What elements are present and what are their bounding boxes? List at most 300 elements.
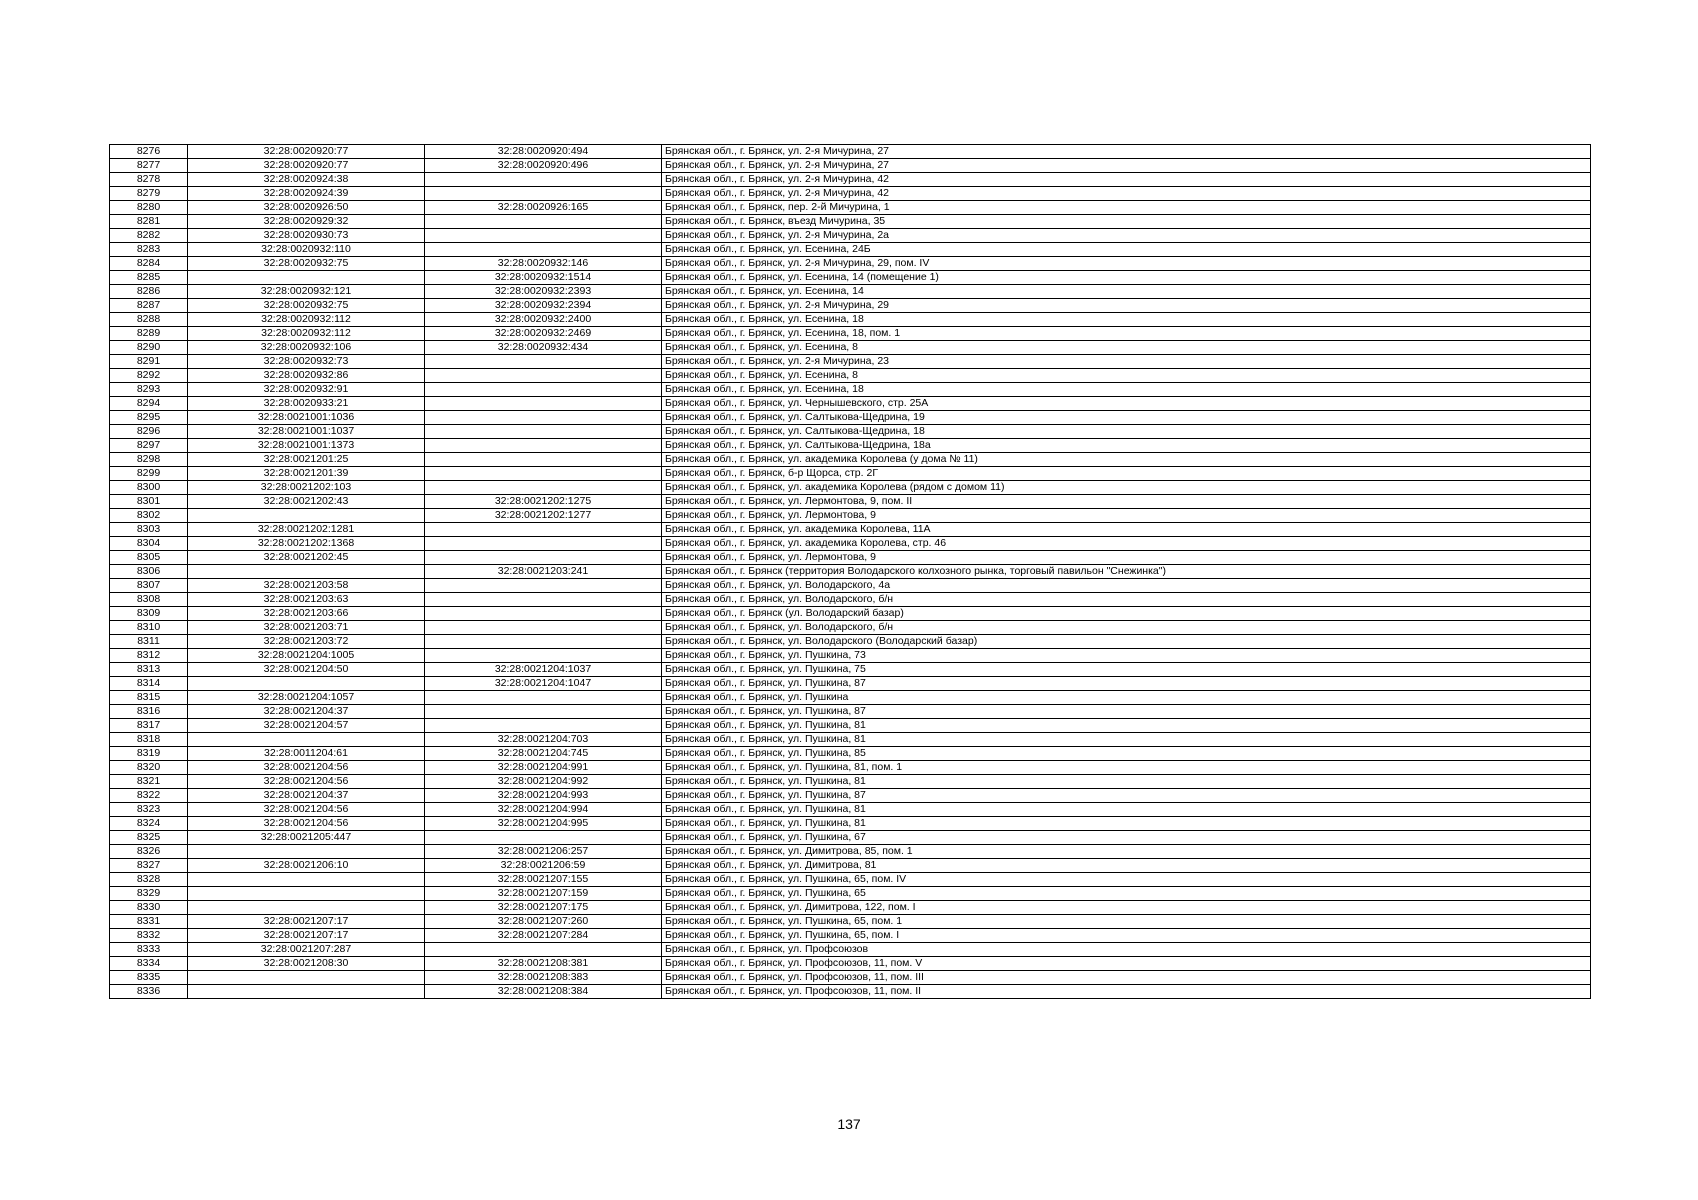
address-cell: Брянская обл., г. Брянск, ул. Чернышевского, стр. 25А [662,397,1591,411]
address-cell: Брянская обл., г. Брянск, ул. Есенина, 8 [662,369,1591,383]
address-cell: Брянская обл., г. Брянск, ул. Пушкина, 81 [662,775,1591,789]
object-cadastral-number-cell: 32:28:0021208:383 [425,971,662,985]
row-number-cell: 8328 [110,873,188,887]
table-row [110,215,1591,229]
row-number-cell: 8292 [110,369,188,383]
object-cadastral-number-cell [425,173,662,187]
land-cadastral-number-cell: 32:28:0021001:1036 [188,411,425,425]
row-number-cell: 8286 [110,285,188,299]
table-row [110,495,1591,509]
row-number-cell: 8309 [110,607,188,621]
row-number-cell: 8295 [110,411,188,425]
object-cadastral-number-cell: 32:28:0021207:155 [425,873,662,887]
land-cadastral-number-cell: 32:28:0021203:71 [188,621,425,635]
land-cadastral-number-cell [188,901,425,915]
row-number-cell: 8305 [110,551,188,565]
address-cell: Брянская обл., г. Брянск, ул. 2-я Мичурина, 27 [662,159,1591,173]
address-cell: Брянская обл., г. Брянск, ул. Пушкина, 85 [662,747,1591,761]
object-cadastral-number-cell [425,607,662,621]
table-row [110,173,1591,187]
object-cadastral-number-cell [425,649,662,663]
land-cadastral-number-cell [188,271,425,285]
table-row [110,691,1591,705]
table-row [110,649,1591,663]
address-cell: Брянская обл., г. Брянск, ул. Димитрова, 122, пом. I [662,901,1591,915]
object-cadastral-number-cell [425,943,662,957]
row-number-cell: 8299 [110,467,188,481]
row-number-cell: 8302 [110,509,188,523]
object-cadastral-number-cell: 32:28:0021208:381 [425,957,662,971]
land-cadastral-number-cell: 32:28:0020932:86 [188,369,425,383]
address-cell: Брянская обл., г. Брянск, ул. Лермонтова, 9, пом. II [662,495,1591,509]
table-row [110,873,1591,887]
row-number-cell: 8314 [110,677,188,691]
land-cadastral-number-cell: 32:28:0021204:37 [188,705,425,719]
table-row [110,887,1591,901]
row-number-cell: 8304 [110,537,188,551]
table-row [110,243,1591,257]
object-cadastral-number-cell: 32:28:0021207:175 [425,901,662,915]
land-cadastral-number-cell: 32:28:0020932:112 [188,313,425,327]
object-cadastral-number-cell: 32:28:0021207:284 [425,929,662,943]
land-cadastral-number-cell: 32:28:0020920:77 [188,159,425,173]
land-cadastral-number-cell: 32:28:0020932:121 [188,285,425,299]
table-row [110,747,1591,761]
row-number-cell: 8324 [110,817,188,831]
row-number-cell: 8281 [110,215,188,229]
address-cell: Брянская обл., г. Брянск, ул. 2-я Мичурина, 42 [662,173,1591,187]
address-cell: Брянская обл., г. Брянск, ул. академика Королева, 11А [662,523,1591,537]
table-row [110,523,1591,537]
address-cell: Брянская обл., г. Брянск, ул. Володарского, б/н [662,621,1591,635]
land-cadastral-number-cell: 32:28:0021202:103 [188,481,425,495]
address-cell: Брянская обл., г. Брянск, ул. Профсоюзов, 11, пом. III [662,971,1591,985]
row-number-cell: 8289 [110,327,188,341]
table-row [110,663,1591,677]
row-number-cell: 8279 [110,187,188,201]
table-row [110,635,1591,649]
row-number-cell: 8320 [110,761,188,775]
object-cadastral-number-cell [425,383,662,397]
land-cadastral-number-cell: 32:28:0021204:1005 [188,649,425,663]
row-number-cell: 8331 [110,915,188,929]
land-cadastral-number-cell: 32:28:0021001:1037 [188,425,425,439]
address-cell: Брянская обл., г. Брянск, ул. Пушкина, 65, пом. 1 [662,915,1591,929]
object-cadastral-number-cell: 32:28:0021202:1275 [425,495,662,509]
land-cadastral-number-cell: 32:28:0021001:1373 [188,439,425,453]
object-cadastral-number-cell [425,243,662,257]
land-cadastral-number-cell: 32:28:0020932:75 [188,299,425,313]
address-cell: Брянская обл., г. Брянск (территория Володарского колхозного рынка, торговый павильон "Снежинка") [662,565,1591,579]
row-number-cell: 8308 [110,593,188,607]
row-number-cell: 8276 [110,145,188,159]
table-row [110,859,1591,873]
row-number-cell: 8285 [110,271,188,285]
land-cadastral-number-cell: 32:28:0021205:447 [188,831,425,845]
table-row [110,761,1591,775]
table-row [110,971,1591,985]
row-number-cell: 8311 [110,635,188,649]
object-cadastral-number-cell: 32:28:0020920:496 [425,159,662,173]
land-cadastral-number-cell: 32:28:0020933:21 [188,397,425,411]
address-cell: Брянская обл., г. Брянск, ул. 2-я Мичурина, 2а [662,229,1591,243]
land-cadastral-number-cell: 32:28:0020924:39 [188,187,425,201]
land-cadastral-number-cell: 32:28:0021204:56 [188,775,425,789]
row-number-cell: 8325 [110,831,188,845]
table-row [110,551,1591,565]
object-cadastral-number-cell [425,467,662,481]
land-cadastral-number-cell [188,509,425,523]
row-number-cell: 8322 [110,789,188,803]
land-cadastral-number-cell: 32:28:0021204:57 [188,719,425,733]
object-cadastral-number-cell: 32:28:0021207:260 [425,915,662,929]
row-number-cell: 8310 [110,621,188,635]
object-cadastral-number-cell: 32:28:0021204:1037 [425,663,662,677]
land-cadastral-number-cell: 32:28:0020932:110 [188,243,425,257]
table-row [110,537,1591,551]
land-cadastral-number-cell: 32:28:0021204:50 [188,663,425,677]
row-number-cell: 8288 [110,313,188,327]
table-row [110,145,1591,159]
address-cell: Брянская обл., г. Брянск, ул. Пушкина, 81 [662,733,1591,747]
row-number-cell: 8297 [110,439,188,453]
address-cell: Брянская обл., г. Брянск, ул. Профсоюзов, 11, пом. V [662,957,1591,971]
table-row [110,957,1591,971]
land-cadastral-number-cell: 32:28:0020930:73 [188,229,425,243]
address-cell: Брянская обл., г. Брянск, ул. Пушкина, 87 [662,677,1591,691]
object-cadastral-number-cell [425,719,662,733]
row-number-cell: 8315 [110,691,188,705]
row-number-cell: 8283 [110,243,188,257]
address-cell: Брянская обл., г. Брянск, ул. Профсоюзов [662,943,1591,957]
object-cadastral-number-cell [425,705,662,719]
land-cadastral-number-cell: 32:28:0021202:43 [188,495,425,509]
row-number-cell: 8306 [110,565,188,579]
row-number-cell: 8317 [110,719,188,733]
object-cadastral-number-cell: 32:28:0021206:257 [425,845,662,859]
row-number-cell: 8282 [110,229,188,243]
row-number-cell: 8291 [110,355,188,369]
row-number-cell: 8307 [110,579,188,593]
address-cell: Брянская обл., г. Брянск, ул. Салтыкова-Щедрина, 18а [662,439,1591,453]
table-row [110,229,1591,243]
address-cell: Брянская обл., г. Брянск, ул. Пушкина [662,691,1591,705]
row-number-cell: 8290 [110,341,188,355]
object-cadastral-number-cell: 32:28:0021204:1047 [425,677,662,691]
row-number-cell: 8301 [110,495,188,509]
table-row [110,187,1591,201]
address-cell: Брянская обл., г. Брянск, ул. Пушкина, 81, пом. 1 [662,761,1591,775]
table-row [110,411,1591,425]
object-cadastral-number-cell [425,355,662,369]
object-cadastral-number-cell: 32:28:0021203:241 [425,565,662,579]
address-cell: Брянская обл., г. Брянск, ул. Есенина, 18 [662,313,1591,327]
object-cadastral-number-cell: 32:28:0021204:993 [425,789,662,803]
table-row [110,313,1591,327]
address-cell: Брянская обл., г. Брянск, ул. Есенина, 18, пом. 1 [662,327,1591,341]
object-cadastral-number-cell: 32:28:0021204:995 [425,817,662,831]
table-row [110,915,1591,929]
land-cadastral-number-cell: 32:28:0021202:1281 [188,523,425,537]
address-cell: Брянская обл., г. Брянск, ул. Володарского, б/н [662,593,1591,607]
object-cadastral-number-cell [425,691,662,705]
land-cadastral-number-cell: 32:28:0021207:287 [188,943,425,957]
table-row [110,327,1591,341]
land-cadastral-number-cell [188,677,425,691]
table-row [110,159,1591,173]
land-cadastral-number-cell: 32:28:0021203:58 [188,579,425,593]
land-cadastral-number-cell: 32:28:0020920:77 [188,145,425,159]
object-cadastral-number-cell: 32:28:0020932:2469 [425,327,662,341]
land-cadastral-number-cell: 32:28:0021208:30 [188,957,425,971]
land-cadastral-number-cell: 32:28:0021204:56 [188,761,425,775]
address-cell: Брянская обл., г. Брянск, ул. 2-я Мичурина, 27 [662,145,1591,159]
address-cell: Брянская обл., г. Брянск, ул. Пушкина, 67 [662,831,1591,845]
land-cadastral-number-cell: 32:28:0020932:75 [188,257,425,271]
table-row [110,901,1591,915]
object-cadastral-number-cell: 32:28:0020932:146 [425,257,662,271]
table-row [110,803,1591,817]
row-number-cell: 8296 [110,425,188,439]
table-row [110,425,1591,439]
row-number-cell: 8323 [110,803,188,817]
row-number-cell: 8284 [110,257,188,271]
land-cadastral-number-cell: 32:28:0021206:10 [188,859,425,873]
address-cell: Брянская обл., г. Брянск, ул. 2-я Мичурина, 42 [662,187,1591,201]
land-cadastral-number-cell: 32:28:0021203:66 [188,607,425,621]
land-cadastral-number-cell: 32:28:0020924:38 [188,173,425,187]
address-cell: Брянская обл., г. Брянск, ул. академика Королева (у дома № 11) [662,453,1591,467]
table-row [110,453,1591,467]
row-number-cell: 8335 [110,971,188,985]
table-row [110,817,1591,831]
object-cadastral-number-cell [425,453,662,467]
table-row [110,383,1591,397]
table-row [110,481,1591,495]
row-number-cell: 8300 [110,481,188,495]
land-cadastral-number-cell: 32:28:0021202:45 [188,551,425,565]
land-cadastral-number-cell [188,873,425,887]
address-cell: Брянская обл., г. Брянск, ул. Есенина, 8 [662,341,1591,355]
table-row [110,369,1591,383]
object-cadastral-number-cell [425,621,662,635]
address-cell: Брянская обл., г. Брянск, ул. Есенина, 14 (помещение 1) [662,271,1591,285]
address-cell: Брянская обл., г. Брянск, ул. 2-я Мичурина, 29 [662,299,1591,313]
address-cell: Брянская обл., г. Брянск, ул. академика Королева, стр. 46 [662,537,1591,551]
address-cell: Брянская обл., г. Брянск, ул. Лермонтова, 9 [662,551,1591,565]
address-cell: Брянская обл., г. Брянск, ул. Пушкина, 87 [662,705,1591,719]
row-number-cell: 8321 [110,775,188,789]
address-cell: Брянская обл., г. Брянск, ул. Салтыкова-Щедрина, 19 [662,411,1591,425]
row-number-cell: 8313 [110,663,188,677]
table-row [110,677,1591,691]
row-number-cell: 8303 [110,523,188,537]
address-cell: Брянская обл., г. Брянск, ул. Володарского (Володарский базар) [662,635,1591,649]
land-cadastral-number-cell: 32:28:0021204:56 [188,817,425,831]
land-cadastral-number-cell [188,565,425,579]
table-row [110,565,1591,579]
table-row [110,621,1591,635]
row-number-cell: 8330 [110,901,188,915]
table-row [110,285,1591,299]
table-row [110,299,1591,313]
address-cell: Брянская обл., г. Брянск, ул. Пушкина, 65, пом. IV [662,873,1591,887]
row-number-cell: 8312 [110,649,188,663]
land-cadastral-number-cell: 32:28:0021202:1368 [188,537,425,551]
object-cadastral-number-cell [425,439,662,453]
object-cadastral-number-cell: 32:28:0021204:703 [425,733,662,747]
address-cell: Брянская обл., г. Брянск, ул. 2-я Мичурина, 23 [662,355,1591,369]
table-row [110,985,1591,999]
object-cadastral-number-cell [425,579,662,593]
object-cadastral-number-cell: 32:28:0021204:994 [425,803,662,817]
row-number-cell: 8287 [110,299,188,313]
table-row [110,201,1591,215]
object-cadastral-number-cell [425,229,662,243]
land-cadastral-number-cell [188,887,425,901]
object-cadastral-number-cell [425,593,662,607]
row-number-cell: 8319 [110,747,188,761]
object-cadastral-number-cell: 32:28:0021202:1277 [425,509,662,523]
row-number-cell: 8333 [110,943,188,957]
object-cadastral-number-cell [425,369,662,383]
land-cadastral-number-cell: 32:28:0021204:56 [188,803,425,817]
address-cell: Брянская обл., г. Брянск, ул. Пушкина, 87 [662,789,1591,803]
object-cadastral-number-cell: 32:28:0021204:992 [425,775,662,789]
row-number-cell: 8336 [110,985,188,999]
row-number-cell: 8278 [110,173,188,187]
row-number-cell: 8334 [110,957,188,971]
land-cadastral-number-cell: 32:28:0020932:106 [188,341,425,355]
object-cadastral-number-cell [425,523,662,537]
address-cell: Брянская обл., г. Брянск, ул. Володарского, 4а [662,579,1591,593]
object-cadastral-number-cell: 32:28:0021204:991 [425,761,662,775]
land-cadastral-number-cell [188,733,425,747]
registry-table-body [110,145,1591,999]
land-cadastral-number-cell: 32:28:0020932:73 [188,355,425,369]
table-row [110,257,1591,271]
address-cell: Брянская обл., г. Брянск, ул. Пушкина, 81 [662,817,1591,831]
object-cadastral-number-cell: 32:28:0020932:434 [425,341,662,355]
table-row [110,593,1591,607]
row-number-cell: 8329 [110,887,188,901]
address-cell: Брянская обл., г. Брянск, ул. Пушкина, 65, пом. I [662,929,1591,943]
object-cadastral-number-cell: 32:28:0021204:745 [425,747,662,761]
row-number-cell: 8294 [110,397,188,411]
page-number: 137 [837,1116,861,1132]
object-cadastral-number-cell [425,187,662,201]
land-cadastral-number-cell: 32:28:0021204:1057 [188,691,425,705]
land-cadastral-number-cell: 32:28:0021204:37 [188,789,425,803]
address-cell: Брянская обл., г. Брянск, ул. Димитрова, 85, пом. 1 [662,845,1591,859]
object-cadastral-number-cell: 32:28:0021206:59 [425,859,662,873]
address-cell: Брянская обл., г. Брянск, ул. Пушкина, 81 [662,803,1591,817]
land-cadastral-number-cell: 32:28:0021207:17 [188,929,425,943]
land-cadastral-number-cell: 32:28:0021203:72 [188,635,425,649]
table-row [110,579,1591,593]
row-number-cell: 8293 [110,383,188,397]
land-cadastral-number-cell: 32:28:0020929:32 [188,215,425,229]
table-row [110,789,1591,803]
row-number-cell: 8326 [110,845,188,859]
table-row [110,929,1591,943]
table-row [110,509,1591,523]
row-number-cell: 8277 [110,159,188,173]
object-cadastral-number-cell [425,831,662,845]
land-cadastral-number-cell: 32:28:0021201:25 [188,453,425,467]
object-cadastral-number-cell: 32:28:0020926:165 [425,201,662,215]
object-cadastral-number-cell: 32:28:0021207:159 [425,887,662,901]
table-row [110,831,1591,845]
row-number-cell: 8318 [110,733,188,747]
row-number-cell: 8280 [110,201,188,215]
table-row [110,341,1591,355]
object-cadastral-number-cell: 32:28:0021208:384 [425,985,662,999]
row-number-cell: 8327 [110,859,188,873]
registry-table [109,144,1591,999]
land-cadastral-number-cell: 32:28:0020926:50 [188,201,425,215]
address-cell: Брянская обл., г. Брянск, б-р Щорса, стр. 2Г [662,467,1591,481]
table-row [110,705,1591,719]
table-row [110,467,1591,481]
address-cell: Брянская обл., г. Брянск, ул. Пушкина, 65 [662,887,1591,901]
object-cadastral-number-cell [425,425,662,439]
land-cadastral-number-cell [188,971,425,985]
object-cadastral-number-cell: 32:28:0020920:494 [425,145,662,159]
address-cell: Брянская обл., г. Брянск, ул. Салтыкова-Щедрина, 18 [662,425,1591,439]
land-cadastral-number-cell: 32:28:0020932:91 [188,383,425,397]
land-cadastral-number-cell: 32:28:0021207:17 [188,915,425,929]
address-cell: Брянская обл., г. Брянск, ул. Лермонтова, 9 [662,509,1591,523]
address-cell: Брянская обл., г. Брянск, ул. Есенина, 24Б [662,243,1591,257]
land-cadastral-number-cell [188,985,425,999]
address-cell: Брянская обл., г. Брянск, въезд Мичурина, 35 [662,215,1591,229]
table-row [110,733,1591,747]
address-cell: Брянская обл., г. Брянск, ул. академика Королева (рядом с домом 11) [662,481,1591,495]
object-cadastral-number-cell: 32:28:0020932:2394 [425,299,662,313]
address-cell: Брянская обл., г. Брянск (ул. Володарский базар) [662,607,1591,621]
object-cadastral-number-cell [425,537,662,551]
land-cadastral-number-cell: 32:28:0021201:39 [188,467,425,481]
object-cadastral-number-cell [425,215,662,229]
object-cadastral-number-cell [425,551,662,565]
table-row [110,355,1591,369]
object-cadastral-number-cell: 32:28:0020932:2393 [425,285,662,299]
row-number-cell: 8316 [110,705,188,719]
address-cell: Брянская обл., г. Брянск, ул. Пушкина, 81 [662,719,1591,733]
land-cadastral-number-cell [188,845,425,859]
table-row [110,271,1591,285]
object-cadastral-number-cell [425,411,662,425]
land-cadastral-number-cell: 32:28:0021203:63 [188,593,425,607]
address-cell: Брянская обл., г. Брянск, ул. Есенина, 18 [662,383,1591,397]
address-cell: Брянская обл., г. Брянск, ул. Димитрова, 81 [662,859,1591,873]
table-row [110,845,1591,859]
object-cadastral-number-cell: 32:28:0020932:1514 [425,271,662,285]
table-row [110,775,1591,789]
address-cell: Брянская обл., г. Брянск, ул. Профсоюзов, 11, пом. II [662,985,1591,999]
address-cell: Брянская обл., г. Брянск, ул. 2-я Мичурина, 29, пом. IV [662,257,1591,271]
address-cell: Брянская обл., г. Брянск, пер. 2-й Мичурина, 1 [662,201,1591,215]
table-row [110,607,1591,621]
land-cadastral-number-cell: 32:28:0011204:61 [188,747,425,761]
object-cadastral-number-cell [425,635,662,649]
row-number-cell: 8332 [110,929,188,943]
object-cadastral-number-cell [425,481,662,495]
table-row [110,719,1591,733]
object-cadastral-number-cell [425,397,662,411]
object-cadastral-number-cell: 32:28:0020932:2400 [425,313,662,327]
